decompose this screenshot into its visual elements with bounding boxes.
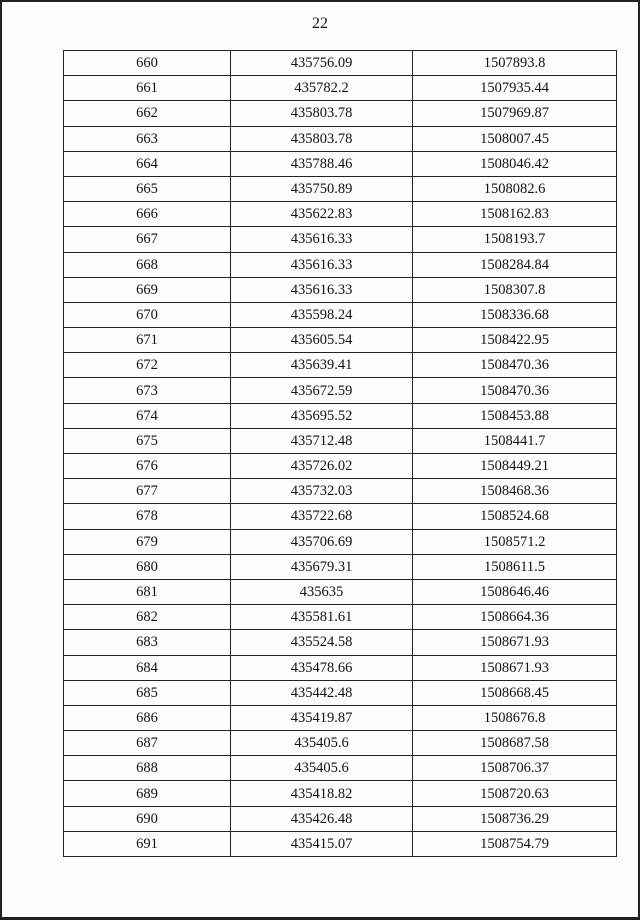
y-coordinate-cell: 1508162.83 <box>413 202 617 227</box>
table-row <box>64 101 617 126</box>
y-coordinate-cell: 1508441.7 <box>413 428 617 453</box>
y-coordinate-cell: 1508468.36 <box>413 479 617 504</box>
y-coordinate-cell: 1508736.29 <box>413 806 617 831</box>
x-coordinate-cell: 435706.69 <box>231 529 413 554</box>
table-row <box>64 353 617 378</box>
y-coordinate-cell: 1508422.95 <box>413 328 617 353</box>
point-number-cell: 685 <box>64 680 231 705</box>
x-coordinate-cell: 435581.61 <box>231 605 413 630</box>
y-coordinate-cell: 1508193.7 <box>413 227 617 252</box>
point-number-cell: 684 <box>64 655 231 680</box>
point-number-cell: 674 <box>64 403 231 428</box>
x-coordinate-cell: 435616.33 <box>231 277 413 302</box>
coordinates-table-body <box>64 51 617 857</box>
y-coordinate-cell: 1507935.44 <box>413 76 617 101</box>
x-coordinate-cell: 435635 <box>231 579 413 604</box>
point-number-cell: 680 <box>64 554 231 579</box>
table-row <box>64 76 617 101</box>
x-coordinate-cell: 435616.33 <box>231 252 413 277</box>
y-coordinate-cell: 1508687.58 <box>413 731 617 756</box>
page-edge-left <box>0 0 2 920</box>
x-coordinate-cell: 435722.68 <box>231 504 413 529</box>
point-number-cell: 667 <box>64 227 231 252</box>
x-coordinate-cell: 435672.59 <box>231 378 413 403</box>
point-number-cell: 671 <box>64 328 231 353</box>
table-row <box>64 579 617 604</box>
table-row <box>64 403 617 428</box>
point-number-cell: 683 <box>64 630 231 655</box>
table-row <box>64 277 617 302</box>
point-number-cell: 679 <box>64 529 231 554</box>
point-number-cell: 663 <box>64 126 231 151</box>
x-coordinate-cell: 435598.24 <box>231 302 413 327</box>
table-row <box>64 529 617 554</box>
point-number-cell: 690 <box>64 806 231 831</box>
table-row <box>64 378 617 403</box>
table-row <box>64 126 617 151</box>
x-coordinate-cell: 435426.48 <box>231 806 413 831</box>
x-coordinate-cell: 435726.02 <box>231 454 413 479</box>
x-coordinate-cell: 435695.52 <box>231 403 413 428</box>
coordinates-table <box>63 50 617 857</box>
table-row <box>64 151 617 176</box>
x-coordinate-cell: 435418.82 <box>231 781 413 806</box>
point-number-cell: 681 <box>64 579 231 604</box>
x-coordinate-cell: 435405.6 <box>231 731 413 756</box>
table-row <box>64 554 617 579</box>
point-number-cell: 688 <box>64 756 231 781</box>
x-coordinate-cell: 435639.41 <box>231 353 413 378</box>
table-row <box>64 806 617 831</box>
y-coordinate-cell: 1508646.46 <box>413 579 617 604</box>
y-coordinate-cell: 1508470.36 <box>413 378 617 403</box>
x-coordinate-cell: 435788.46 <box>231 151 413 176</box>
x-coordinate-cell: 435803.78 <box>231 101 413 126</box>
y-coordinate-cell: 1508453.88 <box>413 403 617 428</box>
table-row <box>64 705 617 730</box>
y-coordinate-cell: 1507969.87 <box>413 101 617 126</box>
point-number-cell: 666 <box>64 202 231 227</box>
point-number-cell: 687 <box>64 731 231 756</box>
table-row <box>64 479 617 504</box>
y-coordinate-cell: 1508611.5 <box>413 554 617 579</box>
table-row <box>64 176 617 201</box>
table-row <box>64 51 617 76</box>
y-coordinate-cell: 1508449.21 <box>413 454 617 479</box>
x-coordinate-cell: 435679.31 <box>231 554 413 579</box>
table-row <box>64 831 617 856</box>
table-row <box>64 202 617 227</box>
x-coordinate-cell: 435442.48 <box>231 680 413 705</box>
x-coordinate-cell: 435405.6 <box>231 756 413 781</box>
page-edge-top <box>0 0 640 2</box>
y-coordinate-cell: 1508524.68 <box>413 504 617 529</box>
point-number-cell: 668 <box>64 252 231 277</box>
point-number-cell: 662 <box>64 101 231 126</box>
y-coordinate-cell: 1508470.36 <box>413 353 617 378</box>
page-number: 22 <box>312 15 328 32</box>
table-row <box>64 680 617 705</box>
y-coordinate-cell: 1508307.8 <box>413 277 617 302</box>
point-number-cell: 660 <box>64 51 231 76</box>
point-number-cell: 682 <box>64 605 231 630</box>
point-number-cell: 676 <box>64 454 231 479</box>
y-coordinate-cell: 1508720.63 <box>413 781 617 806</box>
x-coordinate-cell: 435605.54 <box>231 328 413 353</box>
table-row <box>64 781 617 806</box>
y-coordinate-cell: 1508676.8 <box>413 705 617 730</box>
y-coordinate-cell: 1508336.68 <box>413 302 617 327</box>
y-coordinate-cell: 1508082.6 <box>413 176 617 201</box>
point-number-cell: 669 <box>64 277 231 302</box>
point-number-cell: 691 <box>64 831 231 856</box>
table-row <box>64 655 617 680</box>
point-number-cell: 686 <box>64 705 231 730</box>
point-number-cell: 665 <box>64 176 231 201</box>
point-number-cell: 664 <box>64 151 231 176</box>
point-number-cell: 661 <box>64 76 231 101</box>
table-row <box>64 756 617 781</box>
table-row <box>64 428 617 453</box>
point-number-cell: 672 <box>64 353 231 378</box>
y-coordinate-cell: 1508668.45 <box>413 680 617 705</box>
y-coordinate-cell: 1508754.79 <box>413 831 617 856</box>
table-row <box>64 605 617 630</box>
x-coordinate-cell: 435712.48 <box>231 428 413 453</box>
x-coordinate-cell: 435622.83 <box>231 202 413 227</box>
y-coordinate-cell: 1508664.36 <box>413 605 617 630</box>
point-number-cell: 675 <box>64 428 231 453</box>
y-coordinate-cell: 1508706.37 <box>413 756 617 781</box>
x-coordinate-cell: 435782.2 <box>231 76 413 101</box>
y-coordinate-cell: 1508046.42 <box>413 151 617 176</box>
table-row <box>64 252 617 277</box>
table-row <box>64 454 617 479</box>
table-row <box>64 302 617 327</box>
x-coordinate-cell: 435415.07 <box>231 831 413 856</box>
table-row <box>64 328 617 353</box>
x-coordinate-cell: 435419.87 <box>231 705 413 730</box>
x-coordinate-cell: 435750.89 <box>231 176 413 201</box>
point-number-cell: 689 <box>64 781 231 806</box>
x-coordinate-cell: 435756.09 <box>231 51 413 76</box>
point-number-cell: 677 <box>64 479 231 504</box>
x-coordinate-cell: 435616.33 <box>231 227 413 252</box>
y-coordinate-cell: 1508571.2 <box>413 529 617 554</box>
x-coordinate-cell: 435732.03 <box>231 479 413 504</box>
x-coordinate-cell: 435524.58 <box>231 630 413 655</box>
y-coordinate-cell: 1508671.93 <box>413 655 617 680</box>
x-coordinate-cell: 435478.66 <box>231 655 413 680</box>
x-coordinate-cell: 435803.78 <box>231 126 413 151</box>
table-row <box>64 504 617 529</box>
point-number-cell: 670 <box>64 302 231 327</box>
point-number-cell: 673 <box>64 378 231 403</box>
y-coordinate-cell: 1508284.84 <box>413 252 617 277</box>
table-row <box>64 227 617 252</box>
y-coordinate-cell: 1508671.93 <box>413 630 617 655</box>
table-row <box>64 731 617 756</box>
point-number-cell: 678 <box>64 504 231 529</box>
y-coordinate-cell: 1507893.8 <box>413 51 617 76</box>
y-coordinate-cell: 1508007.45 <box>413 126 617 151</box>
table-row <box>64 630 617 655</box>
